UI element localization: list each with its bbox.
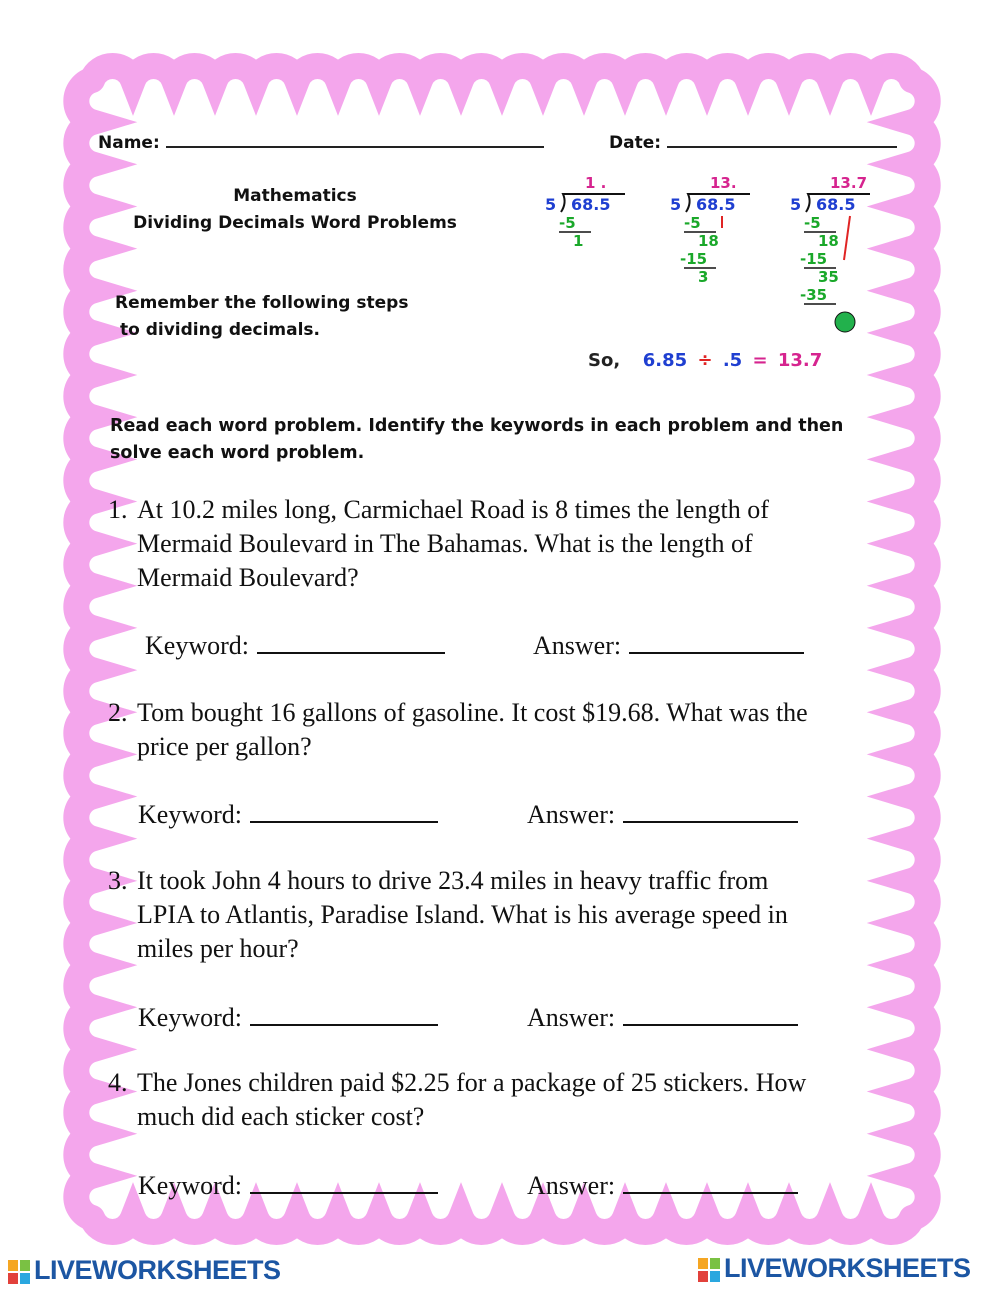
problem-text-line: Mermaid Boulevard? xyxy=(137,563,359,592)
work-step-text: 3 xyxy=(698,268,709,286)
work-step-text: 1 xyxy=(573,232,584,250)
problem-3-answer[interactable] xyxy=(527,1000,798,1033)
problem-1-answer[interactable] xyxy=(533,628,804,661)
work-step-text: -35 xyxy=(800,286,828,304)
problem-text-line: At 10.2 miles long, Carmichael Road is 8 times the length of xyxy=(137,495,769,524)
instructions xyxy=(110,413,843,467)
equation-divide-sign: ÷ xyxy=(697,350,713,371)
keyword-blank[interactable] xyxy=(250,1168,438,1194)
work-step-text: -15 xyxy=(680,250,708,268)
liveworksheets-logo-right xyxy=(698,1253,971,1284)
problem-1 xyxy=(108,493,908,595)
frame-scallop-edge xyxy=(912,80,928,1218)
logo-text: LIVEWORKSHEETS xyxy=(34,1255,281,1285)
equation-divisor: .5 xyxy=(722,350,743,371)
example-equation xyxy=(588,350,848,371)
work-step-text: -15 xyxy=(800,250,828,268)
problem-number: 3. xyxy=(108,866,128,895)
keyword-label: Keyword: xyxy=(138,800,242,829)
problem-text-line: price per gallon? xyxy=(137,732,312,761)
smiley-face-icon xyxy=(835,312,855,332)
work-step-text: 18 xyxy=(698,232,719,250)
bring-down-arrow xyxy=(844,216,850,260)
so-label: So, xyxy=(588,350,621,371)
keyword-label: Keyword: xyxy=(145,631,249,660)
dividend-text: 68.5 xyxy=(696,195,736,214)
answer-blank[interactable] xyxy=(623,1168,798,1194)
divisor-text: 5 xyxy=(670,195,682,214)
frame-scallop-edge xyxy=(92,66,912,80)
instructions-line-1: Read each word problem. Identify the keywords in each problem and then xyxy=(110,416,844,436)
quotient-text: 1 . xyxy=(585,174,607,192)
name-blank[interactable] xyxy=(166,130,544,148)
problem-text-line: miles per hour? xyxy=(137,934,299,963)
work-step-text: -5 xyxy=(559,214,576,232)
problem-4 xyxy=(108,1066,928,1134)
problem-text-line: It took John 4 hours to drive 23.4 miles in heavy traffic from xyxy=(137,866,769,895)
problem-text-line: LPIA to Atlantis, Paradise Island. What is his average speed in xyxy=(137,900,788,929)
name-field[interactable] xyxy=(98,130,544,153)
work-step-text: -5 xyxy=(804,214,821,232)
quotient-text: 13.7 xyxy=(830,174,868,192)
remember-note xyxy=(115,290,408,344)
date-blank[interactable] xyxy=(667,130,897,148)
date-field[interactable] xyxy=(609,130,897,153)
liveworksheets-logo-left xyxy=(8,1255,281,1286)
worksheet-title xyxy=(110,183,480,237)
keyword-blank[interactable] xyxy=(257,628,445,654)
title-topic: Dividing Decimals Word Problems xyxy=(133,213,457,233)
problem-3-keyword[interactable] xyxy=(138,1000,438,1033)
answer-label: Answer: xyxy=(527,1003,616,1032)
work-step-text: 18 xyxy=(818,232,839,250)
remember-line-2: to dividing decimals. xyxy=(120,320,321,340)
keyword-label: Keyword: xyxy=(138,1171,242,1200)
problem-number: 4. xyxy=(108,1068,128,1097)
work-step-text: -5 xyxy=(684,214,701,232)
title-subject: Mathematics xyxy=(233,186,357,206)
equation-equals: = xyxy=(752,350,768,371)
answer-blank[interactable] xyxy=(623,797,798,823)
dividend-text: 68.5 xyxy=(571,195,611,214)
problem-number: 2. xyxy=(108,698,128,727)
divisor-text: 5 xyxy=(790,195,802,214)
problem-number: 1. xyxy=(108,495,128,524)
dividend-text: 68.5 xyxy=(816,195,856,214)
problem-2-answer[interactable] xyxy=(527,797,798,830)
problem-1-keyword[interactable] xyxy=(145,628,445,661)
answer-blank[interactable] xyxy=(623,1000,798,1026)
problem-2 xyxy=(108,696,928,764)
frame-scallop-edge xyxy=(92,1218,912,1232)
frame-scallop-edge xyxy=(76,80,92,1218)
liveworksheets-logo-icon xyxy=(8,1260,30,1284)
problem-text-line: much did each sticker cost? xyxy=(137,1102,425,1131)
logo-text: LIVEWORKSHEETS xyxy=(724,1253,971,1283)
work-step-text: 35 xyxy=(818,268,839,286)
problem-4-keyword[interactable] xyxy=(138,1168,438,1201)
answer-label: Answer: xyxy=(527,800,616,829)
quotient-text: 13. xyxy=(710,174,737,192)
problem-2-keyword[interactable] xyxy=(138,797,438,830)
name-label: Name: xyxy=(98,133,160,153)
liveworksheets-logo-icon xyxy=(698,1258,720,1282)
problem-4-answer[interactable] xyxy=(527,1168,798,1201)
keyword-blank[interactable] xyxy=(250,797,438,823)
answer-label: Answer: xyxy=(527,1171,616,1200)
division-example-diagram xyxy=(530,172,890,342)
problem-text-line: The Jones children paid $2.25 for a package of 25 stickers. How xyxy=(137,1068,807,1097)
equation-dividend: 6.85 xyxy=(642,350,688,371)
problem-text-line: Tom bought 16 gallons of gasoline. It cost $19.68. What was the xyxy=(137,698,808,727)
answer-blank[interactable] xyxy=(629,628,804,654)
keyword-blank[interactable] xyxy=(250,1000,438,1026)
date-label: Date: xyxy=(609,133,662,153)
answer-label: Answer: xyxy=(533,631,622,660)
remember-line-1: Remember the following steps xyxy=(115,293,409,313)
instructions-line-2: solve each word problem. xyxy=(110,443,365,463)
divisor-text: 5 xyxy=(545,195,557,214)
problem-text-line: Mermaid Boulevard in The Bahamas. What is the length of xyxy=(137,529,753,558)
keyword-label: Keyword: xyxy=(138,1003,242,1032)
problem-3 xyxy=(108,864,908,966)
equation-result: 13.7 xyxy=(777,350,823,371)
